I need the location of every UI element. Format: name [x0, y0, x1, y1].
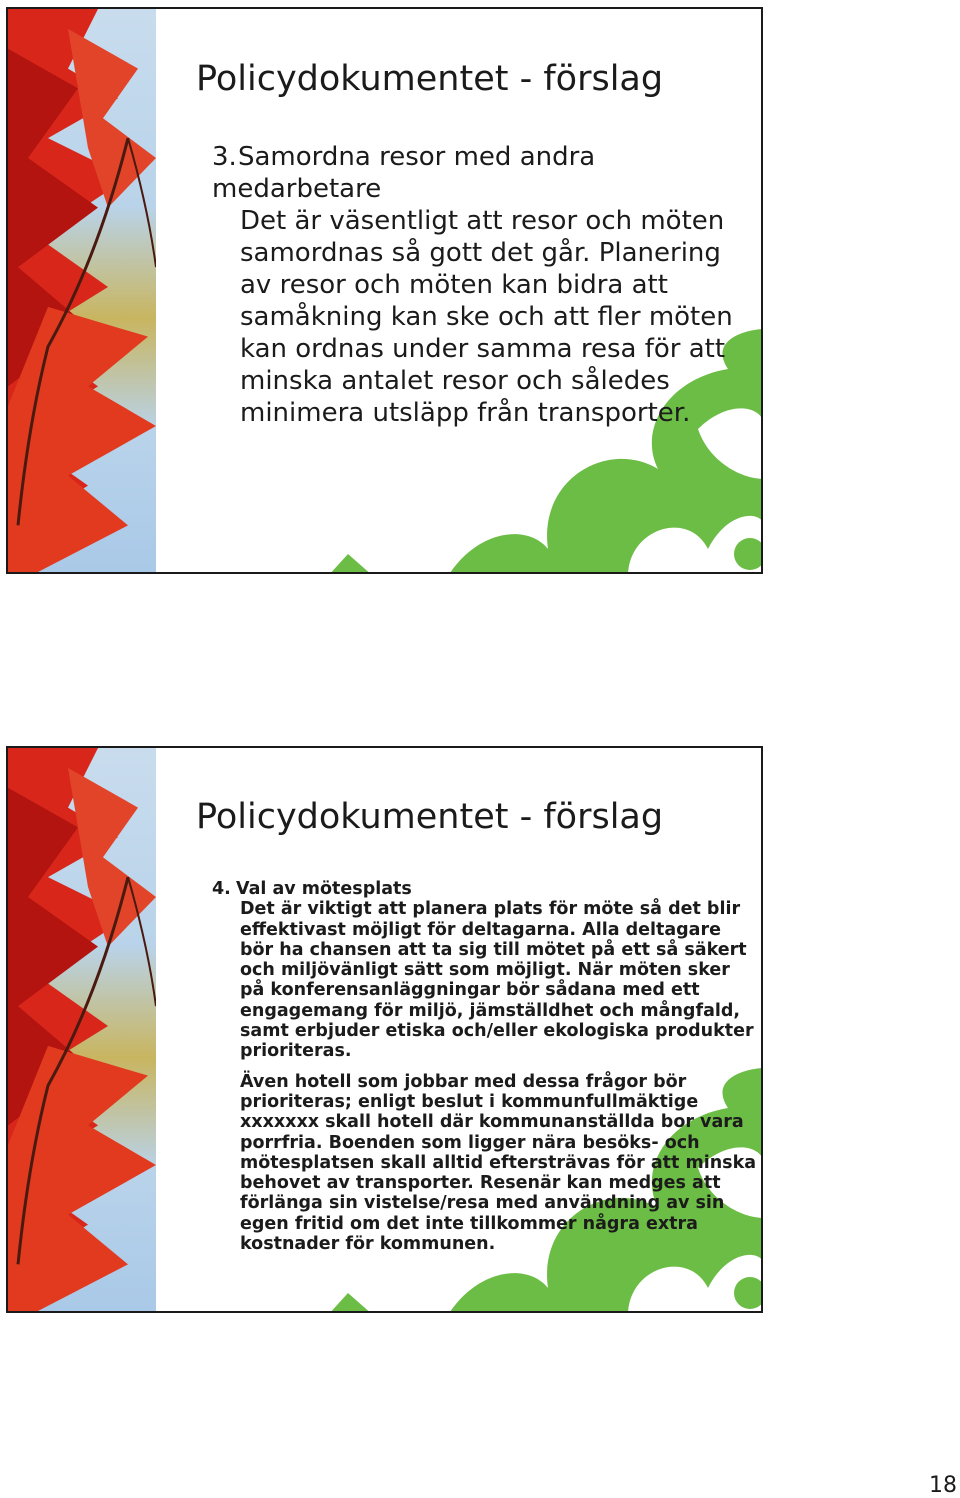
- item-paragraph: Det är viktigt att planera plats för möte så det blir effektivast möjligt för deltagarna. Alla deltagare bör ha chansen att ta sig till mötet på ett så säkert och miljövänligt sätt som möjligt. När möten sker på konferensanläggningar bör sådana med ett engagemang för miljö, jämställdhet och mångfald, samt erbjuder etiska och/eller ekologiska produkter prioriteras.: [240, 899, 754, 1062]
- item-number: 4.: [212, 879, 231, 899]
- item-heading: Val av mötesplats: [236, 879, 412, 899]
- slide-2: [6, 746, 763, 1313]
- slide-body: [212, 879, 757, 1254]
- item-heading-row: [212, 879, 757, 899]
- item-heading: Samordna resor med andra medarbetare: [212, 142, 596, 204]
- item-number: 3.: [212, 142, 237, 172]
- slide-title: Policydokumentet - förslag: [196, 797, 664, 837]
- item-paragraph: Även hotell som jobbar med dessa frågor bör prioriteras; enligt beslut i kommunfullmäktige xxxxxxx skall hotell där kommunanställda bor vara porrfria. Boenden som ligger nära besöks- och mötesplatsen skall alltid eftersträvas för att minska behovet av transporter. Resenär kan medges att förlänga sin vistelse/resa med användning av sin egen fritid om det inte tillkommer några extra kostnader för kommunen.: [240, 1071, 757, 1255]
- page-number: 18: [929, 1473, 957, 1498]
- slide-body: [212, 141, 752, 429]
- item-paragraph: Det är väsentligt att resor och möten samordnas så gott det går. Planering av resor och möten kan bidra att samåkning kan ske och att fler möten kan ordnas under samma resa för att minska antalet resor och således minimera utsläpp från transporter.: [240, 206, 733, 428]
- item-heading-row: [212, 141, 752, 205]
- slide-title: Policydokumentet - förslag: [196, 59, 664, 99]
- slide-1: [6, 7, 763, 574]
